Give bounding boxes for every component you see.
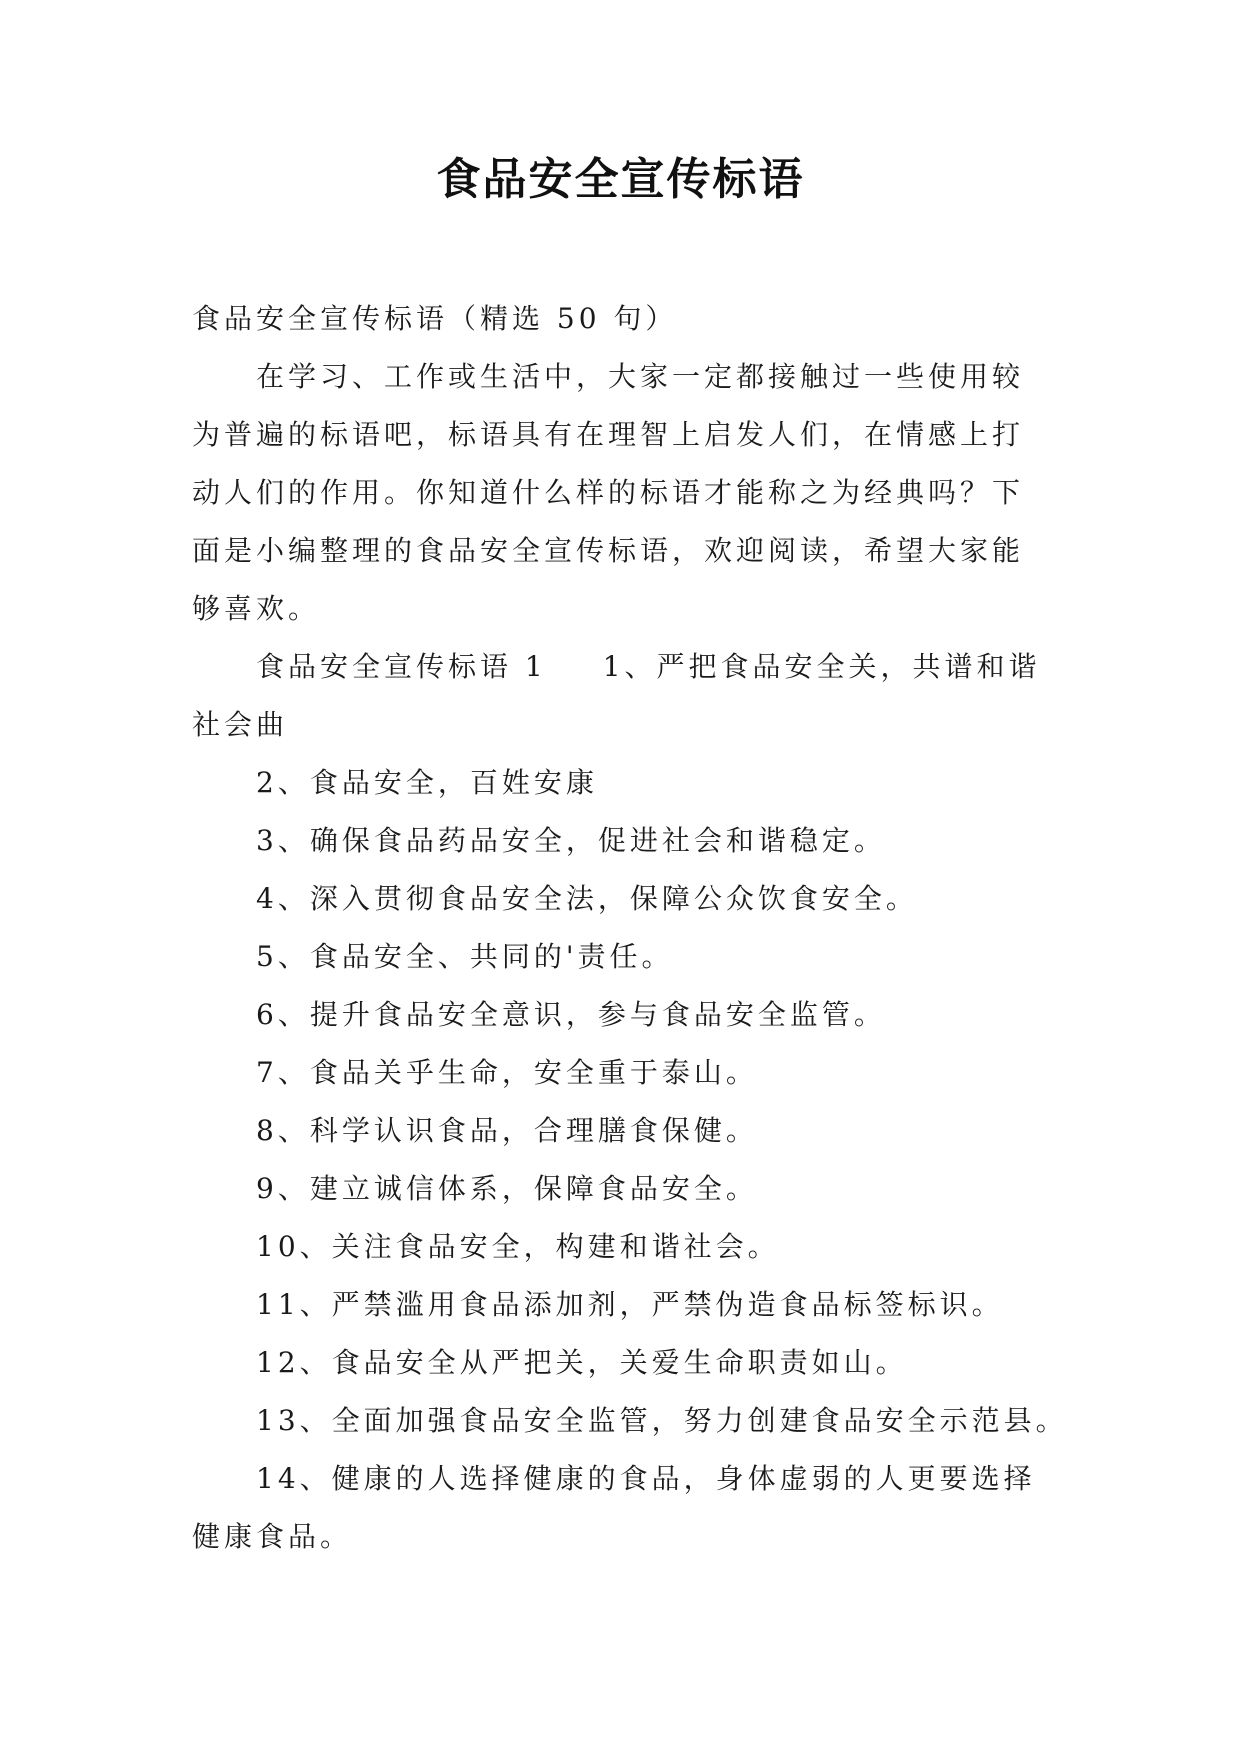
intro-paragraph: 在学习、工作或生活中，大家一定都接触过一些使用较为普遍的标语吧，标语具有在理智上启发人们，在情感上打动人们的作用。你知道什么样的标语才能称之为经典吗？下面是小编整理的食品安全宣传标语，欢迎阅读，希望大家能够喜欢。 [192, 360, 1025, 625]
slogan-item-1: 1、严把食品安全关，共谱和谐社会曲 [192, 650, 1041, 741]
slogan-item-5: 5、食品安全、共同的'责任。 [256, 940, 674, 973]
slogan-item-11: 11、严禁滥用食品添加剂，严禁伪造食品标签标识。 [256, 1288, 1004, 1321]
slogan-item-3: 3、确保食品药品安全，促进社会和谐稳定。 [256, 824, 886, 857]
slogan-item-14: 14、健康的人选择健康的食品，身体虚弱的人更要选择健康食品。 [192, 1462, 1036, 1553]
document-subtitle: 食品安全宣传标语（精选 50 句） [192, 302, 678, 335]
section-1-paragraph [192, 638, 1048, 754]
slogan-item-10: 10、关注食品安全，构建和谐社会。 [256, 1230, 780, 1263]
slogan-item-13: 13、全面加强食品安全监管，努力创建食品安全示范县。 [256, 1404, 1068, 1437]
slogan-item-4: 4、深入贯彻食品安全法，保障公众饮食安全。 [256, 882, 918, 915]
slogan-item-7: 7、食品关乎生命，安全重于泰山。 [256, 1056, 758, 1089]
slogan-item-6: 6、提升食品安全意识，参与食品安全监管。 [256, 998, 886, 1031]
slogan-item-8: 8、科学认识食品，合理膳食保健。 [256, 1114, 758, 1147]
slogan-item-9: 9、建立诚信体系，保障食品安全。 [256, 1172, 758, 1205]
document-body [192, 290, 1068, 1566]
slogan-item-2: 2、食品安全，百姓安康 [256, 766, 598, 799]
document-title: 食品安全宣传标语 [436, 154, 805, 205]
slogan-item-12: 12、食品安全从严把关，关爱生命职责如山。 [256, 1346, 908, 1379]
section-heading: 食品安全宣传标语 1 [256, 650, 547, 683]
